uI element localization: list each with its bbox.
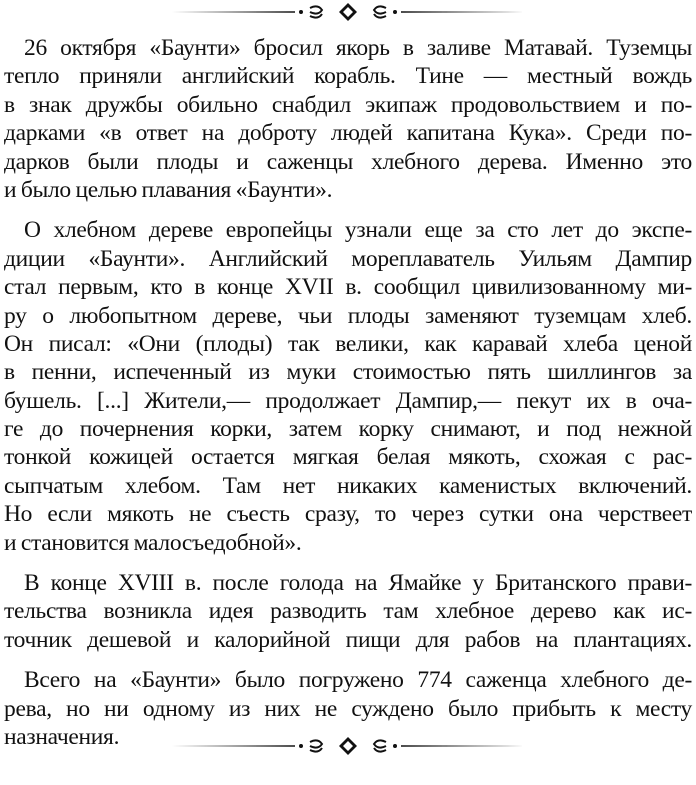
text-line: тонкой кожицей остается мягкая белая мякоть, схожая с рас- [4, 444, 692, 471]
text-line: рева, но ни одному из них не суждено было прибыть к месту [4, 695, 692, 722]
text-line: диции «Баунти». Английский мореплаватель Уильям Дампир [4, 245, 692, 272]
text-line: Всего на «Баунти» было погружено 774 саженца хлебного де- [24, 667, 692, 694]
text-line: назначения. [4, 723, 120, 750]
text-line: В конце XVIII в. после голода на Ямайке у Британского прави- [24, 570, 692, 597]
top-ornament-divider [170, 2, 526, 22]
text-line: тельства возникла идея разводить там хлебное дерево как ис- [4, 598, 692, 625]
text-line: в знак дружбы обильно снабдил экипаж продовольствием и по- [4, 91, 692, 118]
text-line: ге до почернения корки, затем корку снимают, и под нежной [4, 416, 692, 443]
text-line: и становится малосъедобной». [4, 529, 302, 556]
paragraph-1 [4, 34, 692, 204]
text-line: О хлебном дереве европейцы узнали еще за сто лет до экспе- [24, 217, 692, 244]
text-line: дарков были плоды и саженцы хлебного дерева. Именно это [4, 148, 692, 175]
text-line: бушель. [...] Жители,— продолжает Дампир,— пекут их в оча- [4, 387, 692, 414]
text-line: дарками «в ответ на доброту людей капитана Кука». Среди по- [4, 120, 692, 147]
text-line: и было целью плавания «Баунти». [4, 176, 333, 203]
text-line: стал первым, кто в конце XVII в. сообщил цивилизованному ми- [4, 274, 692, 301]
page-body [4, 34, 692, 763]
text-line: точник дешевой и калорийной пищи для рабов на плантациях. [4, 626, 692, 653]
text-line: ру о любопытном дереве, чьи плоды заменяют туземцам хлеб. [4, 302, 692, 329]
paragraph-2 [4, 216, 692, 557]
text-line: 26 октября «Баунти» бросил якорь в заливе Матавай. Туземцы [24, 35, 692, 61]
bottom-ornament-divider [170, 736, 526, 756]
text-line: тепло приняли английский корабль. Тине — местный вождь [4, 63, 692, 90]
text-line: в пенни, испеченный из муки стоимостью пять шиллингов за [4, 359, 692, 386]
text-line: Он писал: «Они (плоды) так велики, как каравай хлеба ценой [4, 330, 692, 357]
paragraph-3 [4, 569, 692, 654]
text-line: Но если мякоть не съесть сразу, то через сутки она черствеет [4, 501, 692, 528]
text-line: сыпчатым хлебом. Там нет никаких каменистых включений. [4, 472, 692, 499]
